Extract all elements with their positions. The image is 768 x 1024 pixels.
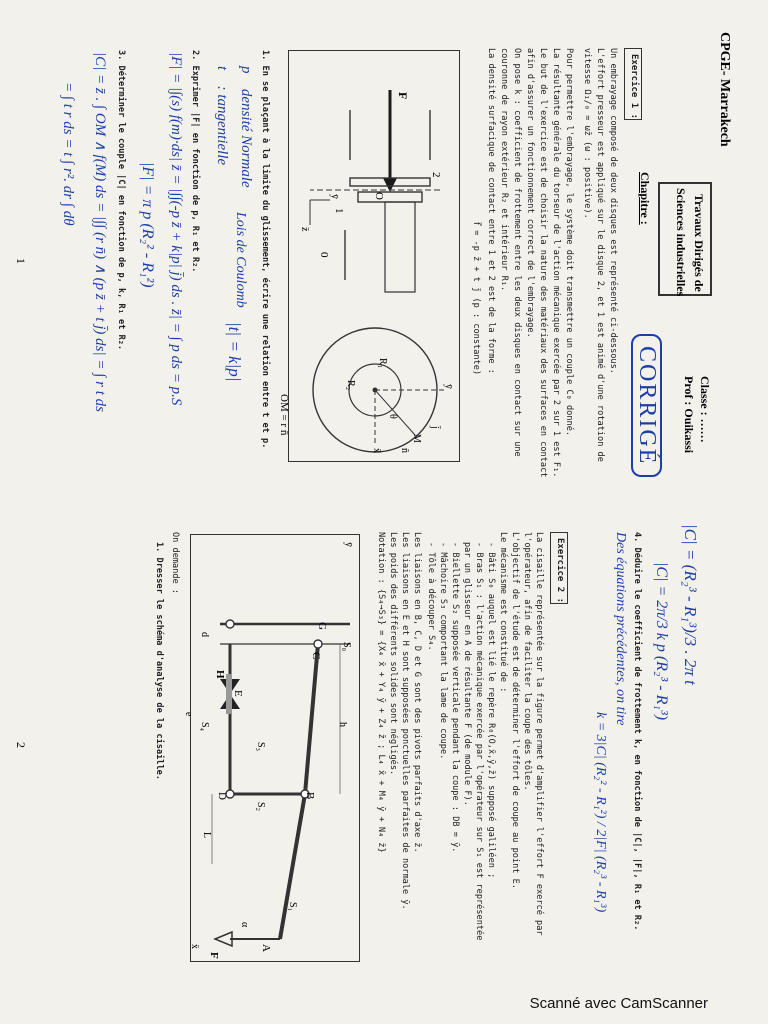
diagram2-label-e: E — [232, 690, 244, 697]
hw-a4-l4: k = 3|C| (R₂² - R₁²) / 2|F| (R₂³ - R₁³) — [593, 712, 608, 913]
ex2-line-12: Les poids des différents solides sont négligés. — [388, 532, 398, 776]
diagram1-axis-z: z̄ — [299, 227, 310, 232]
page-number-1: 1 — [14, 258, 28, 264]
diagram1-axis-x2: x̄ — [371, 448, 382, 453]
diagram1-part1: 1 — [333, 208, 345, 214]
hw-a1-l2: t⃗ : tangentielle — [214, 66, 230, 166]
hw-a2-l1: |F| = |∫(s) f(m)·ds| z̄ = |∫∫(-p z̄ + k|p| j̄) ds . z̄| = ∫ p ds = p.S — [168, 52, 184, 406]
diagram2-axis-x: x̄ — [189, 944, 200, 949]
chapitre-label: Chapitre : — [638, 172, 652, 225]
rotated-content — [0, 22, 740, 1012]
corrige-stamp: CORRIGÉ — [631, 334, 662, 477]
diagram1-om-eq: OM = r n̄ — [278, 394, 290, 436]
ex2-on-demande: On demande : — [170, 532, 180, 595]
ex2-line-2: L'objectif de l'étude est de déterminer l'effort de coupe au point E. — [510, 532, 520, 889]
diagram1-axis-y2: ȳ — [443, 384, 454, 389]
hw-a3-l2: = ∫ t r ds = t ∫ r². dr ∫ dθ — [60, 82, 76, 226]
ex1-formula: f⃗ = -p z̄ + t j̄ (p : constante) — [471, 222, 481, 376]
ex1-line-3: Pour permettre l'embrayage, le système doit transmettre un couple C₀ donné. — [564, 48, 574, 437]
ex1-q3: 3. Déterminer le couple |C| en fonction de p, k, R₁ et R₂. — [116, 50, 126, 351]
ex2-line-7: - Biellette S₂ supposée verticale pendant la coupe : DB = ȳ. — [450, 542, 460, 853]
ex1-line-1: L'effort presseur est appliqué sur le disque 2, et 1 est animé d'une rotation de — [595, 48, 605, 462]
ex2-title: Exercice 2 : — [555, 538, 565, 604]
ex2-line-4: - Bâti S₀ auquel est lié le repère R₀(O,x̄,ȳ,z̄) supposé galiléen ; — [486, 542, 496, 879]
diagram2-dim-e: e — [183, 712, 194, 717]
diagram1-label-n: n̄ — [399, 448, 410, 453]
diagram2-dim-h: h — [337, 722, 348, 727]
diagram1-axis-y: ȳ — [329, 194, 340, 199]
ex2-line-10: Les liaisons en B, C, D et G sont des pivots parfaits d'axe z̄. — [412, 532, 422, 853]
ex1-title: Exercice 1 : — [629, 54, 639, 120]
title-line2: Sciences industrielles — [674, 188, 688, 297]
ex1-line-7: On pose k : coefficient de frottement entre les deux disques en contact sur une — [512, 48, 522, 457]
diagram2-dim-l: L — [201, 832, 212, 839]
q4: 4. Déduire le coefficient de frottement k, en fonction de |C|, |F|, R₁ et R₂. — [632, 532, 642, 931]
diagram2-label-c: C — [310, 652, 322, 660]
hw-a3-l1: |C| = z̄ . ∫ OM ∧ f(M) ds = |∫∫ (r n̄) ∧ (p z̄ + t j̄) ds| = ∫ r t ds — [92, 52, 108, 412]
ex2-line-11: Les liaisons en E et H sont supposées ponctuelles parfaites de normale ȳ. — [400, 532, 410, 910]
hw-a4-l2: |C| = 2π/3 k p (R₂³ - R₁³) — [653, 562, 670, 721]
diagram2-label-b: B — [304, 792, 316, 800]
ex2-line-1: l'opérateur, afin de faciliter la coupe des tôles. — [522, 532, 532, 791]
diagram1-label-r2: R₂ — [345, 380, 356, 391]
diagram2-label-s1: S₁ — [287, 902, 298, 912]
ex2-line-9: - Tôle à découper S₄. — [426, 542, 436, 651]
diagram2-label-a: A — [260, 944, 272, 952]
page-number-2: 2 — [14, 742, 28, 748]
diagram1-label-r1: R₁ — [377, 358, 388, 369]
hw-a4-l3: Des équations précédentes, on tire — [613, 532, 628, 726]
diagram2-label-g: G — [316, 622, 328, 630]
diagram2-label-d: D — [216, 792, 228, 800]
diagram2-dim-d: d — [199, 632, 210, 637]
ex2-line-5: - Bras S₁ : l'action mécanique exercée par l'opérateur sur S₁ est représentée — [474, 542, 484, 941]
diagram1-point-o: O — [373, 192, 385, 200]
ex2-line-0: La cisaille représentée sur la figure permet d'amplifier l'effort F exercé par — [534, 532, 544, 936]
ex1-q1: 1. En se plaçant à la limite du glissement, écrire une relation entre t et p. — [260, 50, 270, 449]
classe-label: Classe : …… — [698, 376, 712, 443]
ex1-line-0: Un embrayage composé de deux disques est représenté ci-dessous. — [608, 48, 618, 374]
diagram1-drawing — [290, 50, 460, 460]
title-line1: Travaux Dirigés de — [692, 194, 706, 292]
ex1-q2: 2. Exprimer |F| en fonction de p, R₁ et R₂. — [190, 50, 200, 273]
scanner-watermark: Scanné avec CamScanner — [529, 995, 708, 1012]
ex1-line-9: La densité surfacique de contact entre 1 et 2 est de la forme : — [486, 48, 496, 374]
prof-label: Prof : Ouikassi — [682, 376, 696, 454]
diagram1-label-j: j̄ — [429, 426, 440, 429]
hw-a2-l2: |F| = π p (R₂² - R₁²) — [139, 162, 156, 288]
diagram1-force-label: F⃗ — [396, 92, 410, 109]
hw-a1-l4: |t| = k|p| — [225, 322, 244, 382]
ex2-line-3: Le mécanisme est constitué de : — [498, 532, 508, 693]
ex1-line-2: vitesse Ω₁/₀ = ωz̄ (ω : positive). — [582, 48, 592, 219]
diagram2-axis-y: ȳ — [343, 542, 354, 547]
ex1-line-8: couronne de rayon extérieur R₂ et intérieur R₁. — [499, 48, 509, 292]
diagram2-label-f: F⃗ — [208, 952, 220, 968]
diagram2-label-s4: S₄ — [199, 722, 210, 732]
diagram2-alpha: α — [239, 922, 250, 928]
school-name: CPGE- Marrakech — [717, 32, 732, 147]
diagram1-label-theta: θ — [387, 414, 398, 419]
diagram1-part0: 0 — [318, 252, 330, 258]
diagram2-drawing — [192, 534, 360, 960]
ex1-line-4: La résultante générale du torseur de l'action mécanique exercée par 2 sur 1 est F₁. — [551, 48, 561, 478]
diagram2-label-s3: S₃ — [255, 742, 266, 752]
diagram2-label-h: H — [214, 670, 226, 679]
diagram2-label-s2: S₂ — [255, 802, 266, 812]
diagram1-label-m: M — [411, 434, 422, 443]
diagram2-label-s0: S₀ — [341, 642, 352, 652]
ex2-q1: 1. Dresser le schéma d'analyse de la cisaille. — [154, 542, 164, 780]
diagram1-part2: 2 — [430, 172, 442, 178]
hw-a1-l3: Lois de Coulomb — [233, 212, 248, 308]
ex2-line-6: par un glisseur en A de résultante F (de module F). — [462, 542, 472, 806]
ex1-line-6: afin d'assurer un fonctionnement correct de l'embrayage. — [525, 48, 535, 338]
ex2-line-8: - Mâchoire S₃ comportant la lame de coupe. — [438, 542, 448, 760]
ex2-line-13: Notation : {S₄→S₃} = {X₄ x̄ + Y₄ ȳ + Z₄ z̄ ; L₄ x̄ + M₄ ȳ + N₄ z̄} — [376, 532, 386, 853]
hw-a4-l1: |C| = (R₂³ - R₁³)/3 . 2π t — [681, 524, 700, 685]
hw-a1-l1: p⃗ densité Normale — [238, 66, 254, 188]
ex1-line-5: Le but de l'exercice est de choisir la nature des matériaux des surfaces en contact — [538, 48, 548, 478]
